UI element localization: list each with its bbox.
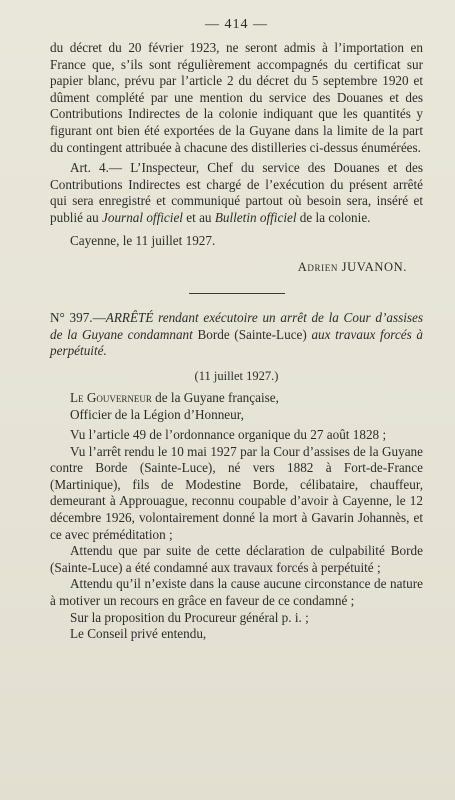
attendu-circonstance: Attendu qu’il n’existe dans la cause aucune circonstance de nature à motiver un recours en grâce en faveur de ce condamné ; (50, 576, 423, 609)
place-and-date: Cayenne, le 11 juillet 1927. (70, 232, 216, 248)
page-number: — 414 — (205, 17, 268, 32)
decree-number: N° 397.— (50, 310, 106, 326)
decree-title: ARRÊTÉ rendant exécutoire un arrêt de la Cour d’assises de la Guyane condamnant (50, 310, 423, 342)
decree-title-end: aux travaux forcés à perpétuité. (50, 326, 424, 359)
signature: Adrien JUVANON. (297, 260, 407, 275)
sur-proposition: Sur la proposition du Procureur général p. i. ; (70, 609, 309, 625)
conseil-entendu: Le Conseil privé entendu, (70, 626, 207, 642)
article-4-text: Art. 4.— L’Inspecteur, Chef du service des Douanes et des Contributions Indirectes est chargé de l’exécution du présent arrêté qui sera enregistré et communiqué partout où besoin sera, inséré et publié au (50, 160, 423, 225)
decree-date: (11 juillet 1927.) (194, 368, 279, 383)
article-4-end: de la colonie. (299, 209, 371, 225)
vu-ordonnance: Vu l’article 49 de l’ordonnance organique du 27 août 1828 ; (70, 427, 387, 443)
decree-heading (50, 310, 423, 360)
article-4 (50, 160, 423, 226)
governor-title (70, 390, 423, 407)
bulletin-officiel-reference: Bulletin officiel (214, 209, 297, 225)
governor-honour: Officier de la Légion d’Honneur, (70, 406, 244, 422)
decree-title-name: Borde (Sainte-Luce) (197, 326, 307, 342)
attendu-culpabilite: Attendu que par suite de cette déclaration de culpabilité Borde (Sainte-Luce) a été condamné aux travaux forcés à perpétuité ; (50, 543, 423, 575)
article-4-mid: et au (186, 209, 212, 225)
paragraph-continuation: du décret du 20 février 1923, ne seront admis à l’importation en France que, s’ils sont régulièrement accompagnés du certificat sur papier blanc, prévu par l’article 2 du décret du 5 septembre 1920 et dûment complété par une mention du service des Douanes et des Contributions Indirectes de la colonie indiquant que les quantités y figurant ont bien été exportées de la Guyane dans la limite de la part du contingent attribuée à chacune des distilleries ci-dessus énumérées. (50, 40, 423, 155)
section-divider (189, 293, 285, 294)
governor-rest: de la Guyane française, (155, 389, 279, 405)
journal-officiel-reference: Journal officiel (102, 209, 183, 225)
vu-arret: Vu l’arrêt rendu le 10 mai 1927 par la Cour d’assises de la Guyane contre Borde (Sainte-Luce), né vers 1882 à Fort-de-France (Martinique), fils de Modestine Borde, célibataire, chauffeur, demeurant à Approuague, reconnu coupable d’avoir à Cayenne, le 12 décembre 1926, volontairement donné la mort à Gavarin Johannès, et ce avec préméditation ; (50, 443, 423, 542)
governor-caps: Le Gouverneur (70, 389, 152, 405)
